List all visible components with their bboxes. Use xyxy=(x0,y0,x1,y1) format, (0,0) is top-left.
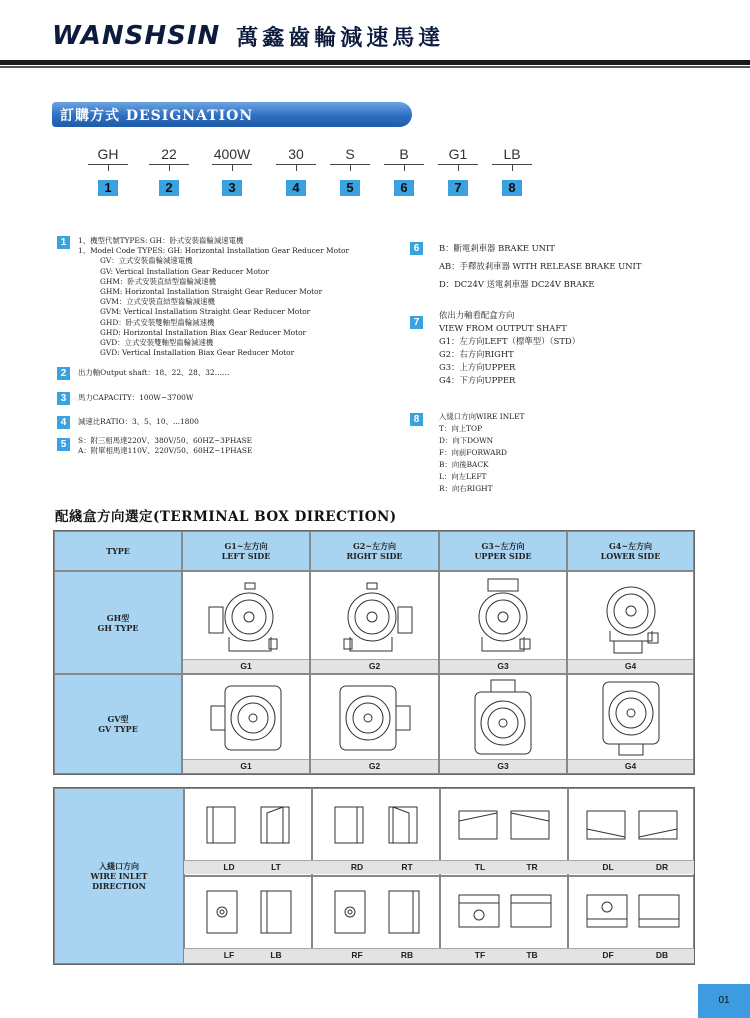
wire-box-lf-lb-drawing xyxy=(203,887,295,937)
wire-inlet-label-en: WIRE INLET xyxy=(90,871,148,881)
desc-line: 依出力軸看配盒方向 xyxy=(439,310,515,320)
brand xyxy=(52,16,444,56)
desc-line: GV: Vertical Installation Gear Reducer Motor xyxy=(100,266,269,276)
brand-logo: WANSHSIN xyxy=(52,21,221,51)
col-header-g3 xyxy=(439,531,567,571)
designation-title: 訂購方式 DESIGNATION xyxy=(60,108,254,124)
wire-label: DR xyxy=(655,862,669,872)
code-item xyxy=(84,146,132,196)
desc-line: D：DC24V 送電剎車器 DC24V BRAKE xyxy=(439,279,595,289)
item-3-badge: 3 xyxy=(57,392,70,405)
item-5-description xyxy=(78,436,252,456)
row-header-gv xyxy=(54,674,182,774)
desc-line: G3：上方向UPPER xyxy=(439,362,516,372)
wire-box-dl-dr-drawing xyxy=(585,807,681,843)
col-header-g4 xyxy=(567,531,694,571)
cell-caption: G4 xyxy=(568,659,693,673)
desc-line: G2：右方向RIGHT xyxy=(439,349,514,359)
code-item xyxy=(208,146,256,196)
col-header-cn: G1~左方向 xyxy=(224,541,268,551)
gh-motor-right-drawing xyxy=(311,576,438,657)
gh-g1-cell xyxy=(182,571,310,674)
code-tick xyxy=(108,165,109,171)
code-number-badge: 3 xyxy=(222,180,242,196)
wire-box-tf-tb-drawing xyxy=(457,891,553,931)
cell-caption: G2 xyxy=(311,659,438,673)
gh-motor-upper-drawing xyxy=(440,576,566,657)
gv-g1-cell xyxy=(182,674,310,774)
code-tick xyxy=(350,165,351,171)
code-tick xyxy=(404,165,405,171)
code-text: 30 xyxy=(288,146,304,162)
col-header-en: LEFT SIDE xyxy=(221,551,271,561)
wire-label: TB xyxy=(526,950,538,960)
desc-line: GHD：卧式安裝雙軸型齒輪減速機 xyxy=(100,317,215,327)
item-7-description xyxy=(439,309,580,387)
code-number-badge: 2 xyxy=(159,180,179,196)
code-tick xyxy=(169,165,170,171)
desc-line: G1：左方向LEFT（標準型）（STD） xyxy=(439,336,581,346)
wire-inlet-header xyxy=(54,788,184,964)
gv-g4-cell xyxy=(567,674,694,774)
row-header-en: GV TYPE xyxy=(98,724,138,734)
desc-line: GVM: Vertical Installation Straight Gear Reducer Motor xyxy=(100,307,311,317)
code-item xyxy=(326,146,374,196)
code-text: G1 xyxy=(448,146,468,162)
code-tick xyxy=(232,165,233,171)
code-text: S xyxy=(345,146,355,162)
cell-caption: G3 xyxy=(440,659,566,673)
cell-caption: G4 xyxy=(568,759,693,773)
wire-box-df-db-drawing xyxy=(585,891,681,931)
desc-line: GHD: Horizontal Installation Biax Gear Reducer Motor xyxy=(100,327,307,337)
row-header-en: GH TYPE xyxy=(97,622,139,633)
code-text: GH xyxy=(97,146,119,162)
code-number-badge: 4 xyxy=(286,180,306,196)
wire-box-rf-rb-drawing xyxy=(331,887,423,937)
col-header-cn: G3~左方向 xyxy=(481,541,525,551)
code-number-badge: 1 xyxy=(98,180,118,196)
cell-caption: G3 xyxy=(440,759,566,773)
col-header-cn: G2~左方向 xyxy=(352,541,397,551)
col-header-g2 xyxy=(310,531,439,571)
gv-motor-upper-drawing xyxy=(440,679,566,757)
item-2-description: 出力軸Output shaft：18、22、28、32…… xyxy=(78,368,230,377)
wire-label: TL xyxy=(474,862,486,872)
code-text: LB xyxy=(503,146,521,162)
desc-line: R：向右RIGHT xyxy=(439,484,493,493)
wire-label: TF xyxy=(474,950,486,960)
item-8-description xyxy=(439,411,524,495)
wire-label: RD xyxy=(350,862,364,872)
wire-label: RB xyxy=(400,950,414,960)
col-header-g1 xyxy=(182,531,310,571)
row-header-gh xyxy=(54,571,182,674)
code-number-badge: 7 xyxy=(448,180,468,196)
desc-line: D：向下DOWN xyxy=(439,436,494,445)
col-header-en: UPPER SIDE xyxy=(474,551,532,561)
desc-line: 1、機型代號TYPES: GH：卧式安裝齒輪減速電機 xyxy=(78,236,244,245)
wire-inlet-label-en: DIRECTION xyxy=(92,881,146,891)
item-3-description: 馬力CAPACITY：100W~3700W xyxy=(78,393,194,402)
desc-line: 入綫口方向WIRE INLET xyxy=(439,412,525,421)
code-tick xyxy=(296,165,297,171)
type-header-label: TYPE xyxy=(106,546,130,556)
wire-box-tl-tr-drawing xyxy=(457,807,553,843)
gv-g2-cell xyxy=(310,674,439,774)
wire-label: LB xyxy=(270,950,282,960)
col-header-en: LOWER SIDE xyxy=(600,551,661,561)
header-rule xyxy=(0,60,750,65)
item-8-badge: 8 xyxy=(410,413,423,426)
designation-banner xyxy=(52,102,412,127)
code-item xyxy=(272,146,320,196)
wire-label: DF xyxy=(602,950,614,960)
wire-label: LD xyxy=(223,862,235,872)
wire-box-rd-rt-drawing xyxy=(331,803,423,847)
desc-line: L：向左LEFT xyxy=(439,472,487,481)
cell-caption: G1 xyxy=(183,659,309,673)
desc-line: GHM：卧式安裝直結型齒輪減速機 xyxy=(100,276,216,286)
desc-line: GV：立式安裝齒輪減速電機 xyxy=(100,256,193,266)
code-number-badge: 6 xyxy=(394,180,414,196)
wire-label: LF xyxy=(223,950,235,960)
desc-line: GVD：立式安裝雙軸型齒輪減速機 xyxy=(100,338,214,348)
row-header-cn: GV型 xyxy=(107,714,129,724)
wire-label: DB xyxy=(655,950,669,960)
desc-line: G4：下方向UPPER xyxy=(439,375,516,385)
gh-g2-cell xyxy=(310,571,439,674)
code-text: 400W xyxy=(213,146,251,162)
col-header-cn: G4~左方向 xyxy=(608,541,653,551)
desc-line: F：向前FORWARD xyxy=(439,448,507,457)
header-rule-thin xyxy=(0,66,750,68)
gh-motor-left-drawing xyxy=(183,576,309,657)
wire-inlet-table xyxy=(53,787,695,965)
item-5-badge: 5 xyxy=(57,438,70,451)
item-6-badge: 6 xyxy=(410,242,423,255)
col-header-en: RIGHT SIDE xyxy=(346,551,403,561)
cell-caption: G2 xyxy=(311,759,438,773)
code-item xyxy=(380,146,428,196)
code-tick xyxy=(458,165,459,171)
page-number: 01 xyxy=(698,984,750,1018)
code-item xyxy=(434,146,482,196)
code-number-badge: 5 xyxy=(340,180,360,196)
wire-label: TR xyxy=(526,862,538,872)
gh-g4-cell xyxy=(567,571,694,674)
desc-line: T：向上TOP xyxy=(439,424,483,433)
desc-line: GVD: Vertical Installation Biax Gear Reducer Motor xyxy=(100,348,295,358)
item-4-description: 減速比RATIO：3、5、10、...1800 xyxy=(78,417,199,426)
gv-motor-right-drawing xyxy=(311,679,438,757)
wire-inlet-label-cn: 入綫口方向 xyxy=(99,861,139,871)
code-tick xyxy=(512,165,513,171)
desc-line: GVM：立式安裝直結型齒輪減速機 xyxy=(100,297,215,307)
desc-line: 1、Model Code TYPES: GH: Horizontal Installation Gear Reducer Motor xyxy=(78,246,349,256)
type-header xyxy=(54,531,182,571)
wire-label: LT xyxy=(271,862,281,872)
wire-box-ld-lt-drawing xyxy=(203,803,295,847)
wire-label: RT xyxy=(401,862,413,872)
desc-line: AB：手釋放剎車器 WITH RELEASE BRAKE UNIT xyxy=(439,261,642,271)
item-1-description xyxy=(78,236,349,358)
row-header-cn: GH型 xyxy=(106,612,130,623)
brand-chinese-name: 萬鑫齒輪減速馬達 xyxy=(236,25,445,51)
code-item xyxy=(488,146,536,196)
desc-line: A：附單相馬達110V、220V/50、60HZ~1PHASE xyxy=(78,446,253,456)
desc-line: S：附三相馬達220V、380V/50、60HZ~3PHASE xyxy=(78,436,253,445)
cell-caption: G1 xyxy=(183,759,309,773)
item-4-badge: 4 xyxy=(57,416,70,429)
item-7-badge: 7 xyxy=(410,316,423,329)
gh-g3-cell xyxy=(439,571,567,674)
code-text: 22 xyxy=(161,146,177,162)
desc-line: GHM: Horizontal Installation Straight Gear Reducer Motor xyxy=(100,287,323,297)
gv-motor-left-drawing xyxy=(183,679,309,757)
item-2-badge: 2 xyxy=(57,367,70,380)
desc-line: B：向後BACK xyxy=(439,460,489,469)
item-6-description xyxy=(439,239,641,293)
wire-label: RF xyxy=(351,950,363,960)
terminal-box-section-title: 配綫盒方向選定(TERMINAL BOX DIRECTION) xyxy=(55,509,397,525)
desc-line: VIEW FROM OUTPUT SHAFT xyxy=(439,323,567,333)
gh-motor-lower-drawing xyxy=(568,576,693,657)
desc-line: B：斷電剎車器 BRAKE UNIT xyxy=(439,243,555,253)
gv-motor-lower-drawing xyxy=(568,679,693,757)
gv-g3-cell xyxy=(439,674,567,774)
wire-label: DL xyxy=(602,862,614,872)
terminal-box-table xyxy=(53,530,695,775)
item-1-badge: 1 xyxy=(57,236,70,249)
code-number-badge: 8 xyxy=(502,180,522,196)
code-item xyxy=(145,146,193,196)
code-text: B xyxy=(399,146,409,162)
